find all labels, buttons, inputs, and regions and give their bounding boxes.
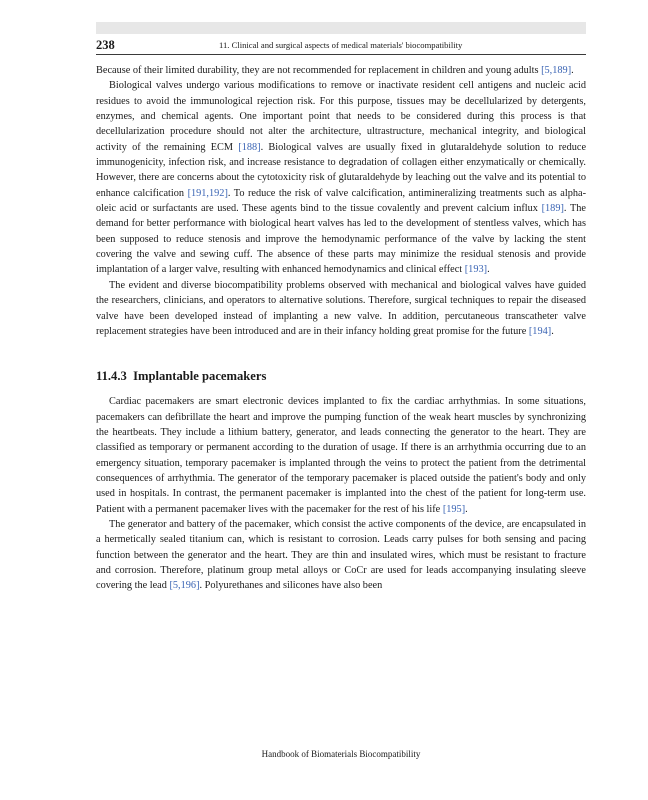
- citation-link[interactable]: [5,189]: [541, 65, 572, 76]
- paragraph: [96, 394, 586, 517]
- citation-link[interactable]: [194]: [528, 325, 552, 337]
- paragraph-text: . To reduce the risk of valve calcification, antimineralizing treatments such as alpha-oleic acid or surfactants are used. These agents bind to the tissue covalently and prevent calcium influx: [96, 187, 586, 215]
- paragraph: [96, 78, 586, 277]
- citation-link[interactable]: [195]: [442, 503, 466, 515]
- header-rule: [96, 54, 586, 55]
- intro-paragraphs: [96, 63, 586, 339]
- citation-link[interactable]: [5,196]: [169, 580, 200, 592]
- citation-link[interactable]: [191,192]: [187, 187, 228, 199]
- paragraph-text: .: [465, 503, 468, 515]
- page-footer: [96, 748, 586, 760]
- section-paragraphs: [96, 394, 586, 593]
- citation-link[interactable]: [188]: [238, 141, 261, 153]
- paragraph-text: Because of their limited durability, they are not recommended for replacement in children and young adults: [96, 65, 542, 76]
- page-number: 238: [96, 38, 115, 52]
- section-heading: [96, 368, 586, 384]
- section-number: 11.4.3: [96, 369, 127, 384]
- paragraph: [96, 63, 586, 78]
- paragraph-text: . The demand for better performance with biological heart valves has led to the development of stentless valves, which has been supposed to reduce stenosis and improve the hemodynamic performance of the valve by lacking the stent covering the valve and sewing cuff. The absence of these parts may minimize the residual stenosis and provide implantation of a larger valve, resulting with enhanced hemodynamics and clinical effect: [96, 203, 586, 276]
- body-text: [96, 63, 586, 594]
- paragraph-text: . Polyurethanes and silicones have also been: [199, 580, 383, 592]
- header-shade-bar: [96, 22, 586, 34]
- paragraph-text: Cardiac pacemakers are smart electronic devices implanted to fix the cardiac arrhythmias. In some situations, pacemakers can defibrillate the heart and improve the pumping function of the weak heart muscles by synchronizing the heartbeats. They include a lithium battery, generator, and leads connecting the generator to the heart. They are classified as temporary or permanent according to the duration of usage. If there is an arrhythmia occurring due to an emergency situation, temporary pacemaker is implanted through the veins to protect the patient from the detrimental consequences of arrhythmia. The generator of the temporary pacemaker is placed outside the patient's body and only used in hospitals. In contrast, the permanent pacemaker is implanted into the chest of the patient for long-term use. Patient with a permanent pacemaker lives with the pacemaker for the rest of his life: [96, 396, 586, 515]
- citation-link[interactable]: [189]: [541, 203, 564, 215]
- paragraph-text: The generator and battery of the pacemaker, which consist the active components of the device, are encapsulated in a hermetically sealed titanium can, which is resistant to corrosion. Leads carry pulses for both sensing and pacing function between the generator and the heart. They are thin and insulated wires, which must be resistant to fracture and corrosion. Therefore, platinum group metal alloys or CoCr are used for leads accompanying insulating sleeve covering the lead: [96, 518, 586, 592]
- citation-link[interactable]: [193]: [464, 264, 488, 276]
- paragraph-text: The evident and diverse biocompatibility problems observed with mechanical and biological valves have guided the researchers, clinicians, and operators to alternative solutions. Therefore, surgical techniques to repair the diseased valve have been developed instead of implanting a new valve. In addition, percutaneous transcatheter valve replacement strategies have been introduced and are in their infancy holding great promise for the future: [96, 279, 586, 337]
- paragraph-text: .: [551, 325, 554, 337]
- paragraph-text: .: [571, 65, 574, 76]
- paragraph: [96, 517, 586, 594]
- section-title: Implantable pacemakers: [133, 369, 267, 384]
- running-header: [96, 37, 586, 53]
- book-title: Handbook of Biomaterials Biocompatibility: [261, 749, 421, 759]
- running-title: 11. Clinical and surgical aspects of medical materials' biocompatibility: [219, 40, 463, 50]
- paragraph-text: .: [487, 264, 490, 276]
- paragraph-text: Biological valves undergo various modifications to remove or inactivate resident cell antigens and nucleic acid residues to avoid the immunological rejection risk. For this purpose, tissues may be decellularized by detergents, enzymes, and chemical agents. One important point that needs to be considered during this process is that decellularization procedure should not alter the architecture, ultrastructure, mechanical integrity, and biological activity of the remaining ECM: [96, 80, 586, 153]
- paragraph: [96, 278, 586, 339]
- paragraph-text: . Biological valves are usually fixed in glutaraldehyde solution to reduce immunogenicity, infection risk, and increase resistance to degradation of collagen either enzymatically or chemically. However, there are concerns about the cytotoxicity risk of glutaraldehyde by leaching out the valve and its potential to enhance calcification: [96, 141, 587, 199]
